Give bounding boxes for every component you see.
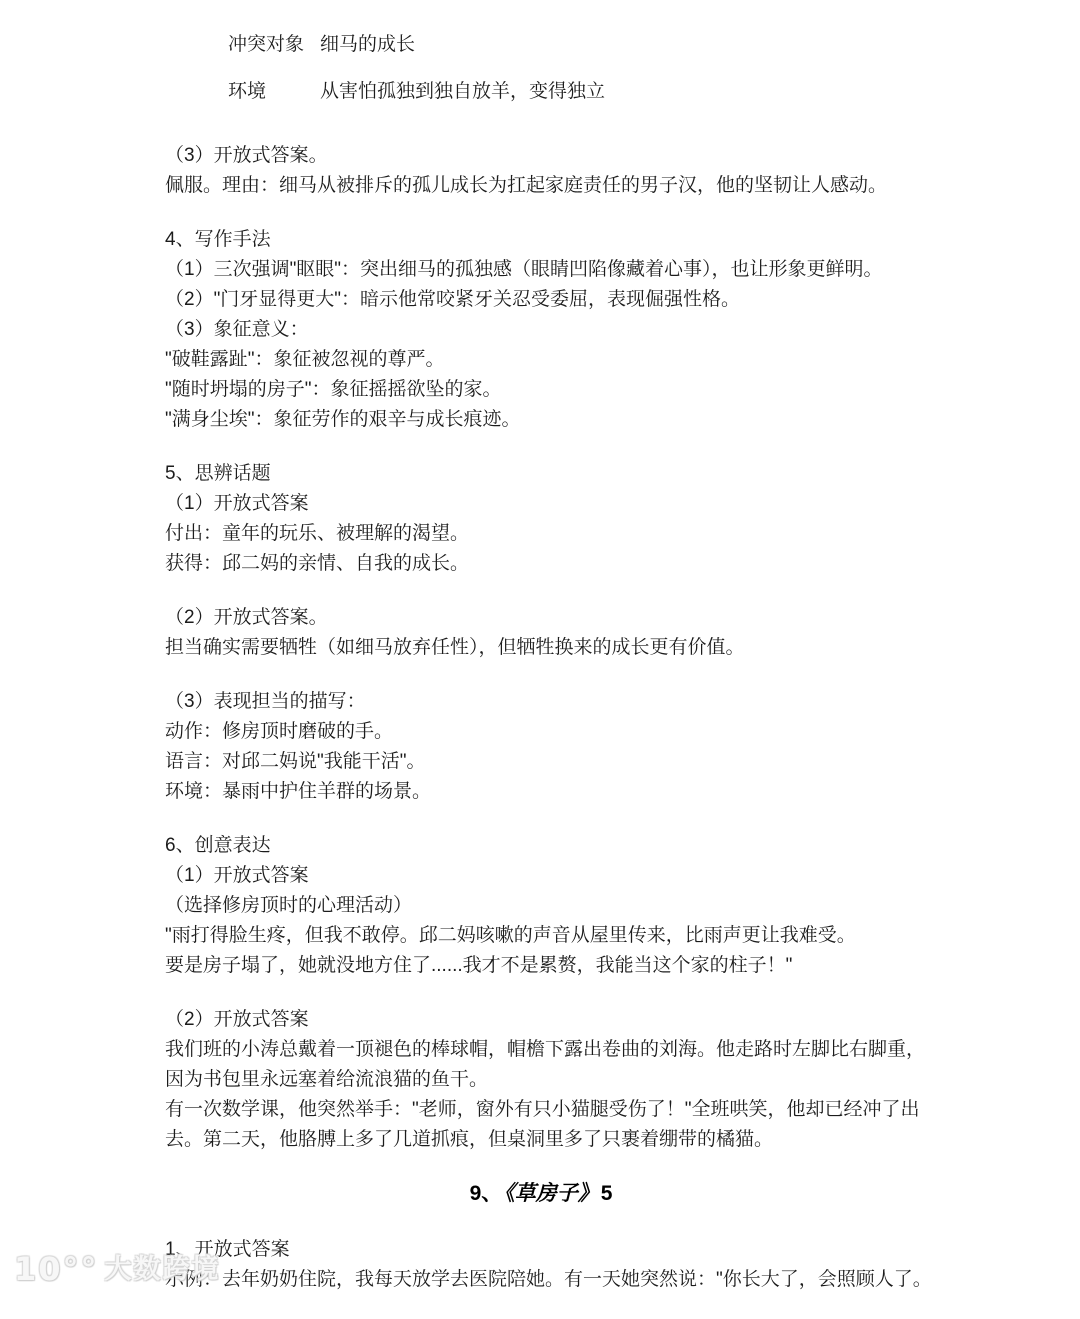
text-line: 环境：暴雨中护住羊群的场景。	[165, 781, 432, 802]
paragraph-debate-topic	[165, 459, 917, 579]
row-label: 环境	[228, 81, 267, 102]
row-value: 从害怕孤独到独自放羊，变得独立	[320, 81, 606, 102]
text-line: （3）象征意义：	[165, 319, 309, 340]
section-title: 6、创意表达	[165, 835, 271, 856]
text-line: 获得：邱二妈的亲情、自我的成长。	[165, 553, 470, 574]
watermark-text: 大数跨境	[104, 1254, 221, 1284]
book-title: 《草房子》	[504, 1182, 599, 1205]
text-line: 担当确实需要牺牲（如细马放弃任性），但牺牲换来的成长更有价值。	[165, 637, 745, 658]
text-line: 动作：修房顶时磨破的手。	[165, 721, 394, 742]
paragraph-writing-techniques	[165, 225, 917, 435]
text-line: 佩服。理由：细马从被排斥的孤儿成长为扛起家庭责任的男子汉，他的坚韧让人感动。	[165, 175, 888, 196]
table-row-conflict-object	[228, 30, 917, 60]
text-line: 有一次数学课，他突然举手："老师，窗外有只小猫腿受伤了！"全班哄笑，他却已经冲了出	[165, 1099, 920, 1120]
section-title: 4、写作手法	[165, 229, 271, 250]
text-line: 要是房子塌了，她就没地方住了......我才不是累赘，我能当这个家的柱子！"	[165, 955, 793, 976]
row-value: 细马的成长	[320, 34, 416, 55]
dashu-kuajing-logo-icon: 10°°	[14, 1250, 99, 1288]
chapter-part-number: 5	[600, 1182, 613, 1205]
conflict-table	[228, 30, 917, 107]
row-label: 冲突对象	[228, 34, 305, 55]
text-line: 因为书包里永远塞着给流浪猫的鱼干。	[165, 1069, 489, 1090]
text-line: "雨打得脸生疼，但我不敢停。邱二妈咳嗽的声音从屋里传来，比雨声更让我难受。	[165, 925, 856, 946]
text-line: （3）表现担当的描写：	[165, 691, 366, 712]
section-title: 1、开放式答案	[165, 1239, 290, 1260]
paragraph-grandma-example	[165, 1235, 932, 1295]
section-title: 5、思辨话题	[165, 463, 271, 484]
text-line: "破鞋露趾"：象征被忽视的尊严。	[165, 349, 445, 370]
watermark	[14, 1252, 221, 1286]
document-body	[165, 30, 932, 1319]
chapter-heading	[165, 1179, 917, 1209]
text-line: 语言：对邱二妈说"我能干活"。	[165, 751, 426, 772]
paragraph-open-answer-2	[165, 603, 917, 663]
chapter-number: 9、	[469, 1182, 503, 1205]
text-line: 付出：童年的玩乐、被理解的渴望。	[165, 523, 470, 544]
paragraph-classmate-example	[165, 1005, 926, 1155]
text-line: （2）开放式答案。	[165, 607, 328, 628]
text-line: （2）"门牙显得更大"：暗示他常咬紧牙关忍受委屈，表现倔强性格。	[165, 289, 741, 310]
text-line: 示例：去年奶奶住院，我每天放学去医院陪她。有一天她突然说："你长大了，会照顾人了。	[165, 1269, 932, 1290]
text-line: （选择修房顶时的心理活动）	[165, 895, 413, 916]
text-line: "满身尘埃"：象征劳作的艰辛与成长痕迹。	[165, 409, 521, 430]
text-line: （2）开放式答案	[165, 1009, 309, 1030]
text-line: 去。第二天，他胳膊上多了几道抓痕，但桌洞里多了只裹着绷带的橘猫。	[165, 1129, 774, 1150]
paragraph-open-answer-3	[165, 141, 917, 201]
text-line: （1）开放式答案	[165, 493, 309, 514]
table-row-environment	[228, 77, 917, 107]
text-line: （1）三次强调"眍眼"：突出细马的孤独感（眼睛凹陷像藏着心事），也让形象更鲜明。	[165, 259, 883, 280]
text-line: 我们班的小涛总戴着一顶褪色的棒球帽，帽檐下露出卷曲的刘海。他走路时左脚比右脚重，	[165, 1039, 926, 1060]
text-line: "随时坍塌的房子"：象征摇摇欲坠的家。	[165, 379, 502, 400]
text-line: （3）开放式答案。	[165, 145, 328, 166]
text-line: （1）开放式答案	[165, 865, 309, 886]
paragraph-creative-expression	[165, 831, 917, 981]
paragraph-responsibility-description	[165, 687, 917, 807]
